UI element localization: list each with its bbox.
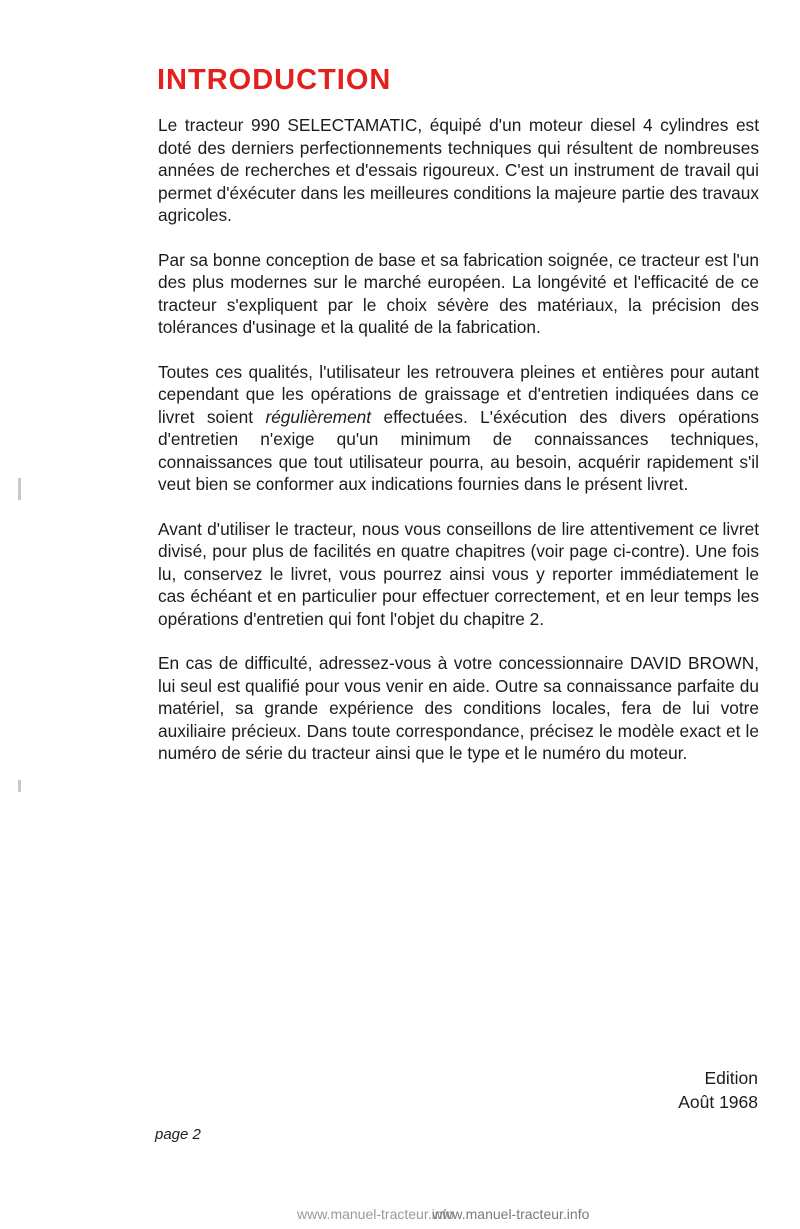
watermark-text-1: www.manuel-tracteur.info [297,1206,455,1222]
paragraph-text: Par sa bonne conception de base et sa fabrication soignée, ce tracteur est l'un des plus modernes sur le marché européen. La longévité et l'efficacité de ce tracteur s'expliquent par le choix sévère des matériaux, la précision des tolérances d'usinage et la qualité de la fabrication. [158,249,759,337]
paragraph-2 [158,249,759,339]
scan-mark [18,780,21,792]
edition-date: Août 1968 [678,1092,758,1112]
page-number: page 2 [155,1126,201,1143]
edition-label: Edition [704,1068,758,1088]
watermark-text-2: www.manuel-tracteur.info [432,1206,590,1222]
emphasis-text: régulièrement [265,406,372,427]
edition-block [678,1066,758,1114]
paragraph-text: En cas de difficulté, adressez-vous à votre concessionnaire DAVID BROWN, lui seul est qualifié pour vous venir en aide. Outre sa connaissance parfaite du matériel, sa grande expérience des conditions locales, fera de lui votre auxiliaire précieux. Dans toute correspondance, précisez le modèle exact et le numéro de série du tracteur ainsi que le type et le numéro du moteur. [158,653,759,763]
paragraph-text: effectuées. L'éxécution des divers opérations d'entretien n'exige qu'un minimum de connaissances techniques, connaissances que tout utilisateur pourra, au besoin, acquérir rapidement s'il veut bien se conformer aux indications fournies dans le présent livret. [158,406,759,494]
paragraph-text: Toutes ces qualités, l'utilisateur les retrouvera pleines et entières pour autant cependant que les opérations de graissage et d'entretien indiquées dans ce livret soient [158,361,759,427]
paragraph-5 [158,652,759,765]
paragraph-text: Le tracteur 990 SELECTAMATIC, équipé d'un moteur diesel 4 cylindres est doté des derniers perfectionnements techniques qui résultent de nombreuses années de recherches et d'essais rigoureux. C'est un instrument de travail qui permet d'éxécuter dans les meilleures conditions la majeure partie des travaux agricoles. [158,115,759,225]
scan-mark [18,478,21,500]
paragraph-1 [158,114,759,227]
page-title: INTRODUCTION [157,64,392,96]
paragraph-text: Avant d'utiliser le tracteur, nous vous conseillons de lire attentivement ce livret divisé, pour plus de facilités en quatre chapitres (voir page ci-contre). Une fois lu, conservez le livret, vous pourrez ainsi vous y reporter immédiatement le cas échéant et en particulier pour effectuer correctement, et en leur temps les opérations d'entretien qui font l'objet du chapitre 2. [158,518,759,629]
introduction-text [158,114,759,787]
paragraph-4 [158,518,759,631]
paragraph-3 [158,361,759,496]
watermark [297,1206,589,1222]
